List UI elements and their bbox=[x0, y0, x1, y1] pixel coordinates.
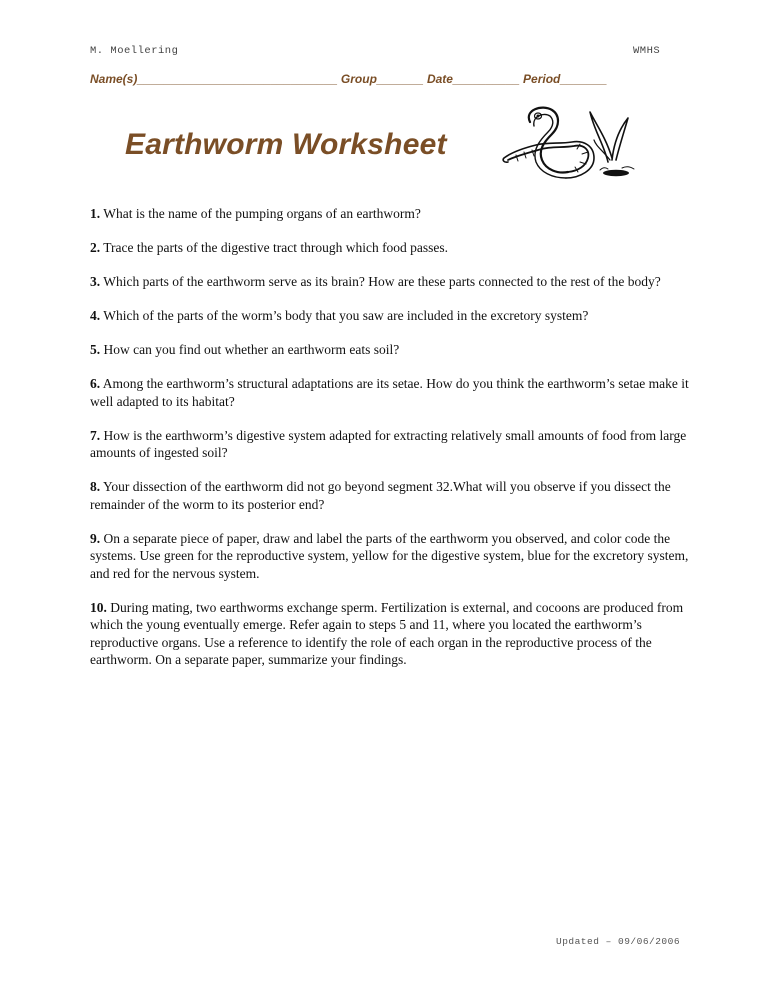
question-number: 3. bbox=[90, 274, 101, 289]
question-3 bbox=[90, 273, 690, 291]
page-title: Earthworm Worksheet bbox=[125, 128, 447, 161]
question-text: On a separate piece of paper, draw and label the parts of the earthworm you observed, and color code the systems. Use green for the reproductive system, yellow for the digestive system, blue for the excretory system, and red for the nervous system. bbox=[90, 530, 689, 581]
question-text: During mating, two earthworms exchange sperm. Fertilization is external, and cocoons are produced from which the young eventually emerge. Refer again to steps 5 and 11, where you located the earthworm’s reproductive organs. Use a reference to identify the role of each organ in the reproductive process of the earthworm. On a separate paper, summarize your findings. bbox=[90, 599, 684, 667]
question-text: Among the earthworm’s structural adaptations are its setae. How do you think the earthworm’s setae make it well adapted to its habitat? bbox=[90, 376, 689, 409]
question-8 bbox=[90, 478, 690, 513]
question-number: 9. bbox=[90, 530, 101, 546]
question-text: What is the name of the pumping organs of an earthworm? bbox=[103, 206, 421, 221]
school-name: WMHS bbox=[633, 45, 661, 57]
question-5 bbox=[90, 341, 690, 359]
question-number: 10. bbox=[90, 599, 107, 615]
question-text: Your dissection of the earthworm did not go beyond segment 32.What will you observe if you dissect the remainder of the worm to its posterior end? bbox=[90, 479, 671, 512]
question-2 bbox=[90, 239, 690, 257]
question-text: Trace the parts of the digestive tract through which food passes. bbox=[103, 240, 449, 255]
question-6 bbox=[90, 375, 690, 410]
question-1 bbox=[90, 205, 690, 223]
question-list bbox=[90, 205, 690, 685]
author-name: M. Moellering bbox=[90, 45, 179, 57]
question-10 bbox=[90, 599, 690, 669]
question-number: 6. bbox=[90, 376, 101, 391]
earthworm-drawing-icon bbox=[494, 100, 644, 185]
question-text: How is the earthworm’s digestive system adapted for extracting relatively small amounts of food from large amounts of ingested soil? bbox=[90, 427, 687, 460]
question-number: 8. bbox=[90, 479, 101, 494]
question-number: 7. bbox=[90, 427, 101, 443]
question-text: How can you find out whether an earthworm eats soil? bbox=[103, 342, 400, 357]
question-number: 1. bbox=[90, 206, 101, 221]
question-number: 5. bbox=[90, 342, 101, 357]
updated-date: Updated – 09/06/2006 bbox=[556, 936, 681, 947]
question-number: 2. bbox=[90, 240, 101, 255]
question-4 bbox=[90, 307, 690, 325]
student-info-line: Name(s)______________________________ Group_______ Date__________ Period_______ bbox=[90, 72, 608, 86]
question-text: Which parts of the earthworm serve as its brain? How are these parts connected to the rest of the body? bbox=[103, 274, 661, 289]
question-number: 4. bbox=[90, 308, 101, 323]
question-text: Which of the parts of the worm’s body that you saw are included in the excretory system? bbox=[103, 308, 589, 323]
question-9 bbox=[90, 530, 690, 583]
question-7 bbox=[90, 427, 690, 462]
